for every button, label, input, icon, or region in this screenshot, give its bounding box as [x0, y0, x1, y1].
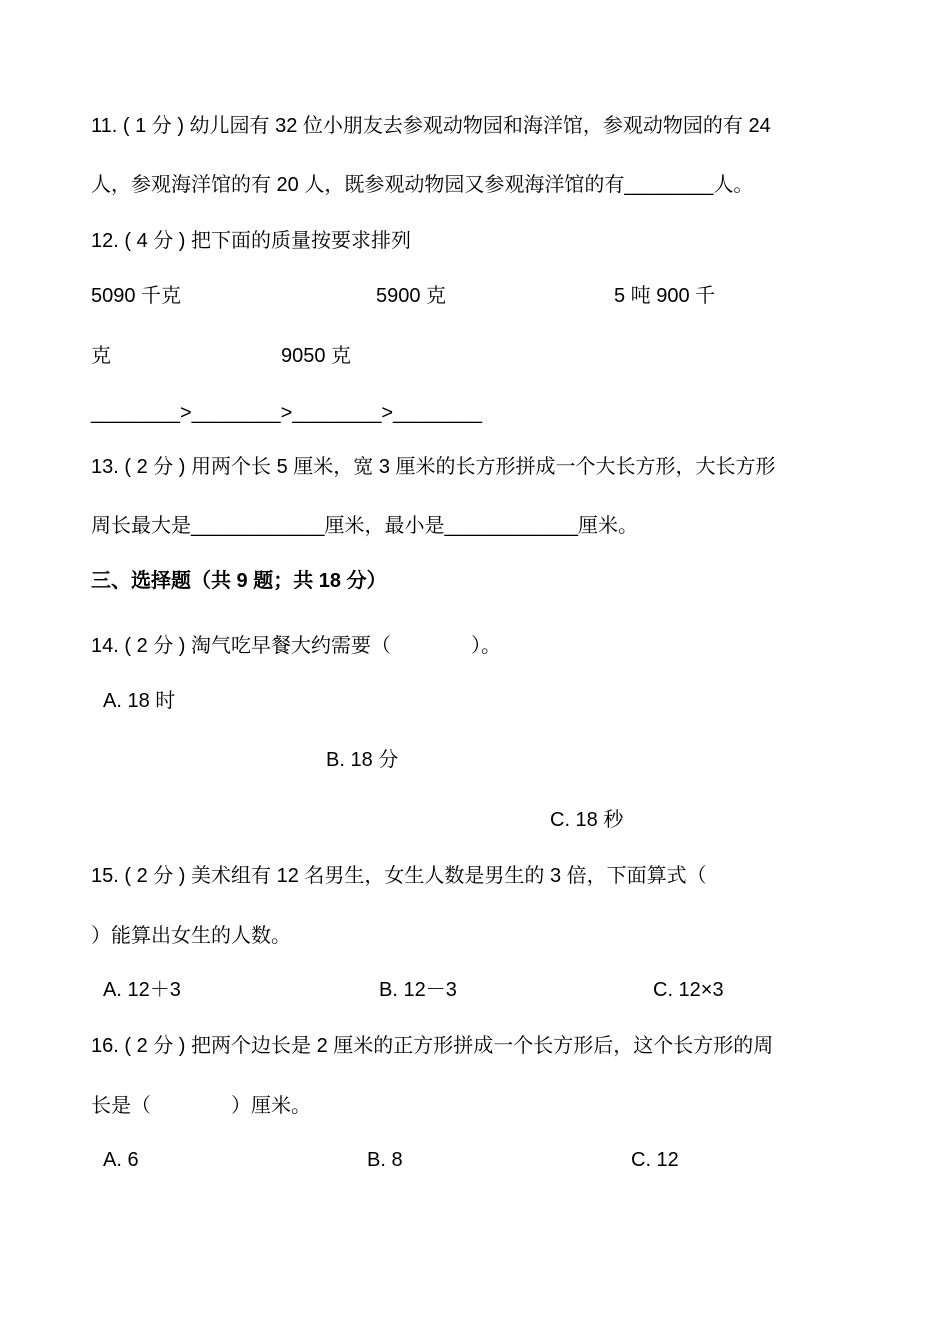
q16-option-a[interactable]: A. 6 — [103, 1149, 139, 1171]
q16-option-b[interactable]: B. 8 — [367, 1149, 403, 1171]
q12-item-2: 5900 克 — [376, 285, 447, 307]
q16-line-1: 16. ( 2 分 ) 把两个边长是 2 厘米的正方形拼成一个长方形后，这个长方形的周 — [91, 1035, 774, 1057]
q12-stem: 12. ( 4 分 ) 把下面的质量按要求排列 — [91, 230, 412, 252]
q16-option-c[interactable]: C. 12 — [631, 1149, 679, 1171]
q15-option-a[interactable]: A. 12＋3 — [103, 979, 181, 1001]
q12-item-4: 9050 克 — [281, 345, 352, 367]
q12-item-3-cont: 克 — [91, 345, 111, 367]
q14-option-b[interactable]: B. 18 分 — [326, 749, 399, 771]
q13-line-1: 13. ( 2 分 ) 用两个长 5 厘米，宽 3 厘米的长方形拼成一个大长方形，大长方形 — [91, 456, 776, 478]
q12-item-1: 5090 千克 — [91, 285, 182, 307]
q12-answer-line: ________>________>________>________ — [91, 402, 482, 424]
q14-stem: 14. ( 2 分 ) 淘气吃早餐大约需要（ ）。 — [91, 635, 502, 657]
q12-item-3: 5 吨 900 千 — [614, 285, 716, 307]
q14-option-a[interactable]: A. 18 时 — [103, 690, 176, 712]
q11-line-2: 人，参观海洋馆的有 20 人，既参观动物园又参观海洋馆的有________人。 — [91, 174, 754, 196]
q15-line-1: 15. ( 2 分 ) 美术组有 12 名男生，女生人数是男生的 3 倍，下面算式（ — [91, 865, 707, 887]
section-heading: 三、选择题（共 9 题；共 18 分） — [91, 570, 387, 592]
q15-option-b[interactable]: B. 12－3 — [379, 979, 457, 1001]
q16-line-2: 长是（ ）厘米。 — [91, 1095, 311, 1117]
q13-line-2: 周长最大是____________厘米，最小是____________厘米。 — [91, 515, 638, 537]
q11-line-1: 11. ( 1 分 ) 幼儿园有 32 位小朋友去参观动物园和海洋馆，参观动物园的有 24 — [91, 115, 771, 137]
q15-line-2: ）能算出女生的人数。 — [91, 925, 291, 947]
q15-option-c[interactable]: C. 12×3 — [653, 979, 724, 1001]
q14-option-c[interactable]: C. 18 秒 — [550, 809, 624, 831]
